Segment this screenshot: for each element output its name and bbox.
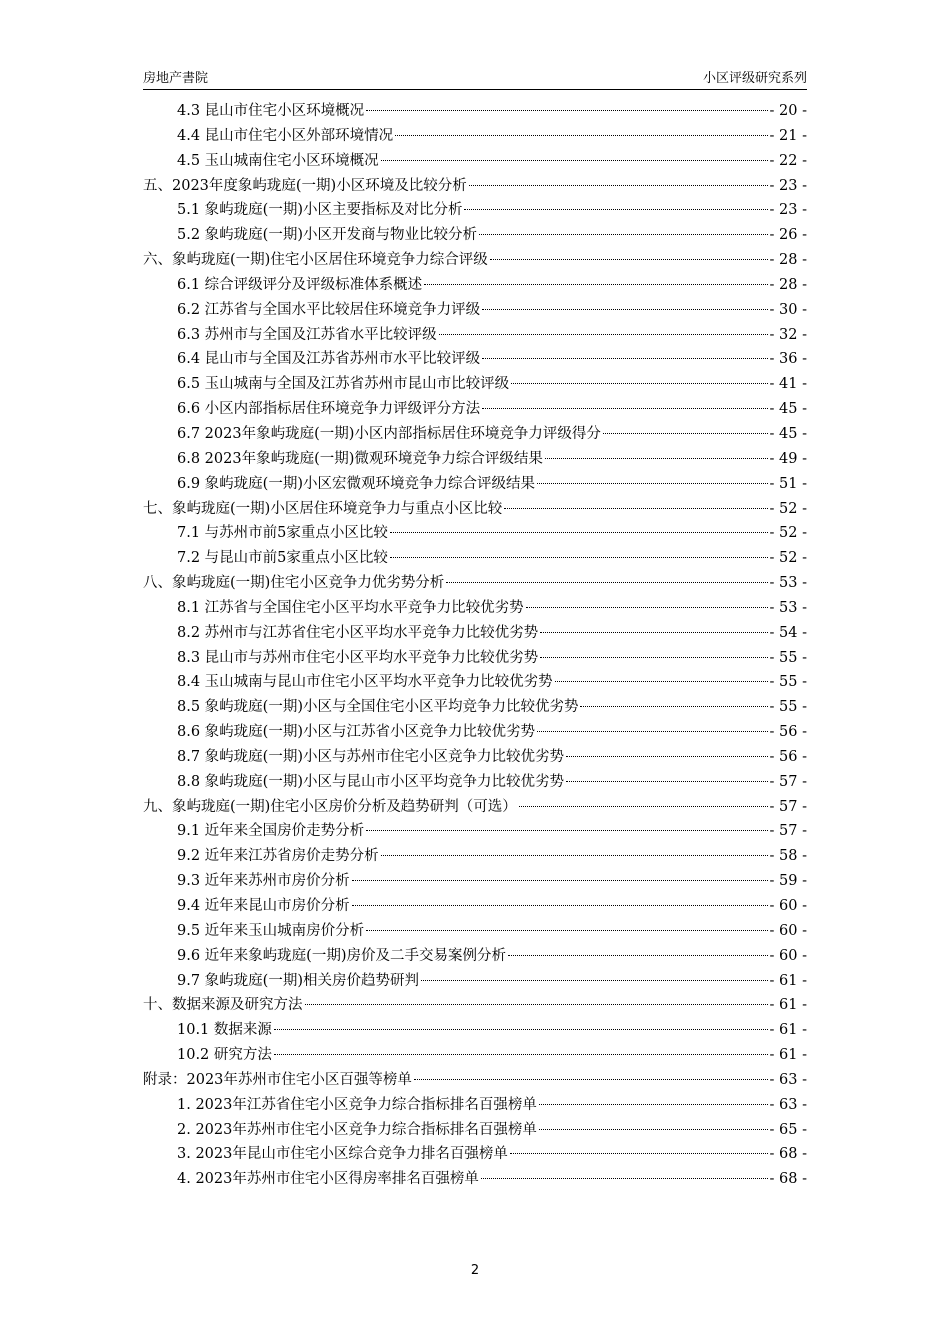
- toc-dot-leader: [510, 1153, 768, 1154]
- toc-dot-leader: [390, 557, 768, 558]
- toc-entry[interactable]: [143, 621, 807, 646]
- toc-entry-page: - 52 -: [769, 550, 807, 567]
- toc-entry-title: 9.5 近年来玉山城南房价分析: [177, 922, 365, 939]
- toc-entry-page: - 52 -: [769, 500, 807, 517]
- toc-entry-title: 9.3 近年来苏州市房价分析: [177, 873, 350, 890]
- toc-entry-page: - 63 -: [769, 1096, 807, 1113]
- toc-entry[interactable]: [143, 695, 807, 720]
- toc-entry[interactable]: [143, 372, 807, 397]
- toc-entry-title: 附录：2023年苏州市住宅小区百强等榜单: [143, 1071, 412, 1088]
- toc-dot-leader: [421, 980, 768, 981]
- toc-dot-leader: [566, 781, 768, 782]
- toc-dot-leader: [274, 1054, 768, 1055]
- toc-entry[interactable]: [143, 397, 807, 422]
- toc-entry[interactable]: [143, 571, 807, 596]
- toc-dot-leader: [490, 259, 768, 260]
- toc-dot-leader: [537, 483, 768, 484]
- toc-dot-leader: [366, 110, 767, 111]
- toc-entry-page: - 60 -: [769, 898, 807, 914]
- toc-entry[interactable]: [143, 1142, 807, 1167]
- toc-entry-page: - 57 -: [769, 823, 807, 840]
- toc-entry-page: - 56 -: [769, 748, 807, 765]
- toc-entry[interactable]: [143, 422, 807, 447]
- toc-entry[interactable]: [143, 174, 807, 199]
- toc-dot-leader: [482, 408, 767, 409]
- toc-entry-page: - 61 -: [769, 1022, 807, 1039]
- toc-entry-title: 8.3 昆山市与苏州市住宅小区平均水平竞争力比较优劣势: [177, 649, 539, 666]
- toc-entry-page: - 21 -: [769, 127, 807, 144]
- toc-dot-leader: [381, 855, 768, 856]
- toc-entry-title: 8.2 苏州市与江苏省住宅小区平均水平竞争力比较优劣势: [177, 624, 539, 641]
- toc-entry[interactable]: [143, 298, 807, 323]
- toc-entry-page: - 45 -: [769, 401, 807, 418]
- toc-entry[interactable]: [143, 795, 807, 820]
- toc-entry-page: - 26 -: [769, 227, 807, 244]
- toc-entry-title: 8.1 江苏省与全国住宅小区平均水平竞争力比较优劣势: [177, 599, 524, 616]
- toc-entry-title: 五、2023年度象屿珑庭(一期)小区环境及比较分析: [143, 177, 467, 194]
- toc-dot-leader: [511, 383, 767, 384]
- toc-entry-title: 4.3 昆山市住宅小区环境概况: [177, 103, 365, 119]
- toc-entry-page: - 22 -: [769, 152, 807, 169]
- toc-entry[interactable]: [143, 1118, 807, 1143]
- toc-entry-title: 6.2 江苏省与全国水平比较居住环境竞争力评级: [177, 301, 481, 318]
- toc-entry-page: - 56 -: [769, 724, 807, 741]
- toc-dot-leader: [395, 135, 767, 136]
- toc-entry-page: - 28 -: [769, 276, 807, 293]
- toc-entry-page: - 61 -: [769, 1047, 807, 1064]
- toc-entry-page: - 45 -: [769, 425, 807, 442]
- toc-entry-title: 9.6 近年来象屿珑庭(一期)房价及二手交易案例分析: [177, 947, 506, 964]
- toc-entry-title: 10.1 数据来源: [177, 1022, 272, 1039]
- toc-entry-title: 8.7 象屿珑庭(一期)小区与苏州市住宅小区竞争力比较优劣势: [177, 748, 564, 765]
- toc-entry-title: 9.7 象屿珑庭(一期)相关房价趋势研判: [177, 972, 419, 989]
- toc-entry-title: 6.6 小区内部指标居住环境竞争力评级评分方法: [177, 401, 481, 418]
- toc-entry[interactable]: [143, 1068, 807, 1093]
- toc-entry[interactable]: [143, 869, 807, 894]
- toc-entry-page: - 57 -: [769, 773, 807, 790]
- toc-dot-leader: [481, 1178, 768, 1179]
- toc-dot-leader: [479, 234, 768, 235]
- toc-entry-title: 4.5 玉山城南住宅小区环境概况: [177, 152, 379, 169]
- toc-entry[interactable]: [143, 1167, 807, 1192]
- toc-entry[interactable]: [143, 447, 807, 472]
- toc-entry[interactable]: [143, 969, 807, 994]
- toc-entry[interactable]: [143, 944, 807, 969]
- toc-entry-title: 3. 2023年昆山市住宅小区综合竞争力排名百强榜单: [177, 1146, 508, 1163]
- toc-entry-page: - 53 -: [769, 575, 807, 592]
- toc-entry[interactable]: [143, 546, 807, 571]
- toc-dot-leader: [526, 607, 768, 608]
- toc-dot-leader: [414, 1079, 768, 1080]
- toc-entry-title: 2. 2023年苏州市住宅小区竞争力综合指标排名百强榜单: [177, 1121, 537, 1138]
- toc-entry-page: - 60 -: [769, 922, 807, 939]
- toc-dot-leader: [446, 582, 767, 583]
- toc-dot-leader: [352, 880, 768, 881]
- toc-entry-title: 7.1 与苏州市前5家重点小区比较: [177, 525, 388, 542]
- toc-entry-page: - 28 -: [769, 252, 807, 269]
- toc-dot-leader: [366, 930, 767, 931]
- toc-entry-page: - 51 -: [769, 475, 807, 492]
- toc-dot-leader: [274, 1029, 768, 1030]
- page-number: 2: [470, 1263, 480, 1278]
- toc-entry[interactable]: [143, 198, 807, 223]
- toc-entry-title: 七、象屿珑庭(一期)小区居住环境竞争力与重点小区比较: [143, 500, 503, 517]
- toc-entry-title: 六、象屿珑庭(一期)住宅小区居住环境竞争力综合评级: [143, 252, 488, 269]
- table-of-contents: [143, 99, 807, 1192]
- toc-entry[interactable]: [143, 919, 807, 944]
- toc-entry-title: 1. 2023年江苏省住宅小区竞争力综合指标排名百强榜单: [177, 1096, 537, 1113]
- toc-entry-page: - 32 -: [769, 326, 807, 343]
- toc-dot-leader: [464, 209, 767, 210]
- toc-entry[interactable]: [143, 993, 807, 1018]
- toc-dot-leader: [469, 185, 768, 186]
- toc-entry-page: - 36 -: [769, 351, 807, 368]
- toc-dot-leader: [390, 532, 768, 533]
- toc-entry-page: - 59 -: [769, 873, 807, 890]
- toc-entry[interactable]: [143, 1093, 807, 1118]
- toc-entry-page: - 55 -: [769, 649, 807, 666]
- toc-entry-page: - 58 -: [769, 848, 807, 865]
- toc-entry-page: - 54 -: [769, 624, 807, 641]
- toc-dot-leader: [366, 830, 767, 831]
- toc-entry-page: - 55 -: [769, 699, 807, 716]
- toc-entry-page: - 68 -: [769, 1146, 807, 1163]
- toc-entry[interactable]: [143, 745, 807, 770]
- toc-dot-leader: [555, 681, 768, 682]
- toc-entry-title: 6.7 2023年象屿珑庭(一期)小区内部指标居住环境竞争力评级得分: [177, 425, 601, 442]
- toc-entry-page: - 63 -: [769, 1071, 807, 1088]
- toc-entry-title: 6.3 苏州市与全国及江苏省水平比较评级: [177, 326, 437, 343]
- toc-entry[interactable]: [143, 273, 807, 298]
- toc-entry-title: 7.2 与昆山市前5家重点小区比较: [177, 550, 388, 567]
- toc-entry-page: - 23 -: [769, 202, 807, 219]
- toc-dot-leader: [305, 1004, 768, 1005]
- header-right-text: 小区评级研究系列: [702, 71, 807, 86]
- toc-dot-leader: [439, 334, 768, 335]
- toc-dot-leader: [381, 160, 768, 161]
- toc-entry[interactable]: [143, 646, 807, 671]
- toc-dot-leader: [504, 508, 767, 509]
- toc-entry-title: 9.1 近年来全国房价走势分析: [177, 823, 365, 840]
- toc-entry[interactable]: [143, 521, 807, 546]
- toc-entry-title: 4. 2023年苏州市住宅小区得房率排名百强榜单: [177, 1171, 479, 1188]
- toc-dot-leader: [352, 905, 768, 906]
- toc-entry[interactable]: [143, 472, 807, 497]
- toc-entry-title: 6.4 昆山市与全国及江苏省苏州市水平比较评级: [177, 351, 481, 368]
- toc-dot-leader: [545, 458, 768, 459]
- toc-entry-page: - 61 -: [769, 997, 807, 1014]
- toc-entry-page: - 53 -: [769, 599, 807, 616]
- toc-dot-leader: [580, 706, 767, 707]
- toc-dot-leader: [566, 756, 768, 757]
- toc-dot-leader: [540, 632, 767, 633]
- toc-entry-title: 4.4 昆山市住宅小区外部环境情况: [177, 127, 394, 144]
- toc-entry-page: - 57 -: [769, 798, 807, 815]
- toc-dot-leader: [540, 657, 767, 658]
- toc-entry-title: 5.1 象屿珑庭(一期)小区主要指标及对比分析: [177, 202, 463, 219]
- toc-dot-leader: [519, 806, 768, 807]
- toc-entry[interactable]: [143, 720, 807, 745]
- toc-dot-leader: [537, 731, 768, 732]
- toc-entry-page: - 20 -: [769, 103, 807, 119]
- toc-entry-title: 十、数据来源及研究方法: [143, 997, 303, 1014]
- toc-entry-title: 6.1 综合评级评分及评级标准体系概述: [177, 276, 423, 293]
- toc-dot-leader: [539, 1129, 768, 1130]
- page-header: [143, 67, 807, 90]
- toc-dot-leader: [603, 433, 768, 434]
- toc-entry-title: 8.6 象屿珑庭(一期)小区与江苏省小区竞争力比较优劣势: [177, 724, 535, 741]
- toc-entry-page: - 23 -: [769, 177, 807, 194]
- toc-entry-title: 6.9 象屿珑庭(一期)小区宏微观环境竞争力综合评级结果: [177, 475, 535, 492]
- toc-entry[interactable]: [143, 670, 807, 695]
- toc-dot-leader: [508, 955, 768, 956]
- toc-entry[interactable]: [143, 149, 807, 174]
- toc-entry-page: - 52 -: [769, 525, 807, 542]
- toc-entry[interactable]: [143, 596, 807, 621]
- toc-dot-leader: [424, 284, 767, 285]
- toc-entry-title: 八、象屿珑庭(一期)住宅小区竞争力优劣势分析: [143, 575, 445, 592]
- toc-entry[interactable]: [143, 1018, 807, 1043]
- toc-entry[interactable]: [143, 497, 807, 522]
- toc-entry-page: - 61 -: [769, 972, 807, 989]
- toc-entry[interactable]: [143, 844, 807, 869]
- toc-entry[interactable]: [143, 347, 807, 372]
- toc-entry[interactable]: [143, 770, 807, 795]
- toc-entry-page: - 30 -: [769, 301, 807, 318]
- toc-entry-title: 九、象屿珑庭(一期)住宅小区房价分析及趋势研判（可选）: [143, 798, 517, 815]
- toc-entry[interactable]: [143, 1043, 807, 1068]
- toc-entry[interactable]: [143, 124, 807, 149]
- toc-dot-leader: [482, 309, 767, 310]
- toc-entry-title: 9.4 近年来昆山市房价分析: [177, 898, 350, 914]
- toc-entry-page: - 65 -: [769, 1121, 807, 1138]
- toc-entry-title: 8.8 象屿珑庭(一期)小区与昆山市小区平均竞争力比较优劣势: [177, 773, 564, 790]
- toc-dot-leader: [482, 358, 767, 359]
- toc-entry-title: 8.5 象屿珑庭(一期)小区与全国住宅小区平均竞争力比较优劣势: [177, 699, 579, 716]
- toc-entry-title: 10.2 研究方法: [177, 1047, 272, 1064]
- toc-entry-title: 9.2 近年来江苏省房价走势分析: [177, 848, 379, 865]
- toc-entry-page: - 49 -: [769, 450, 807, 467]
- toc-entry[interactable]: [143, 819, 807, 844]
- toc-entry[interactable]: [143, 223, 807, 248]
- toc-entry-page: - 68 -: [769, 1171, 807, 1188]
- toc-entry-title: 6.8 2023年象屿珑庭(一期)微观环境竞争力综合评级结果: [177, 450, 543, 467]
- toc-entry[interactable]: [143, 248, 807, 273]
- toc-entry[interactable]: [143, 894, 807, 919]
- toc-entry-title: 6.5 玉山城南与全国及江苏省苏州市昆山市比较评级: [177, 376, 510, 393]
- toc-dot-leader: [539, 1104, 768, 1105]
- toc-entry-title: 5.2 象屿珑庭(一期)小区开发商与物业比较分析: [177, 227, 477, 244]
- toc-entry[interactable]: [143, 323, 807, 348]
- toc-entry-page: - 55 -: [769, 674, 807, 691]
- toc-entry[interactable]: [143, 99, 807, 124]
- toc-entry-page: - 60 -: [769, 947, 807, 964]
- header-left-text: 房地产書院: [143, 71, 209, 86]
- toc-entry-title: 8.4 玉山城南与昆山市住宅小区平均水平竞争力比较优劣势: [177, 674, 553, 691]
- toc-entry-page: - 41 -: [769, 376, 807, 393]
